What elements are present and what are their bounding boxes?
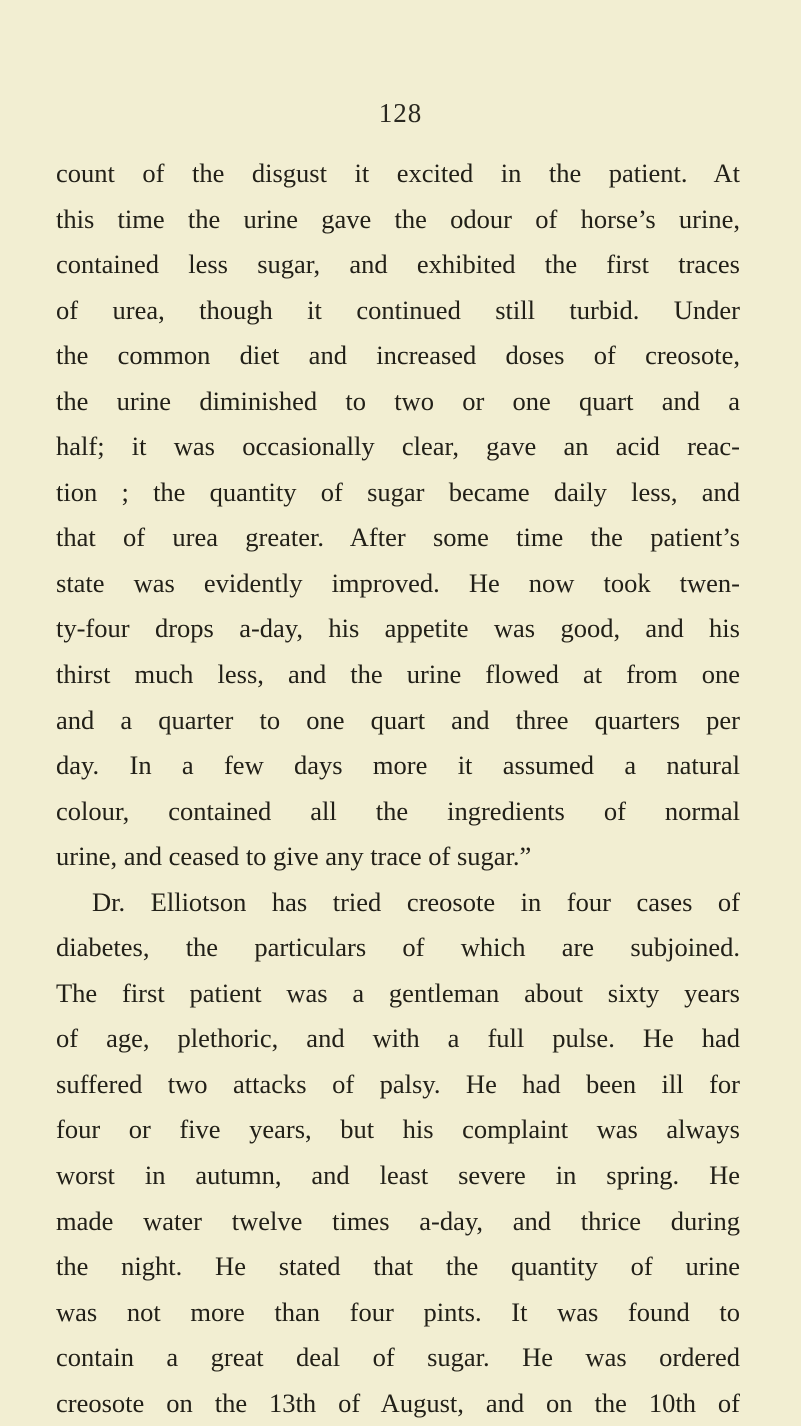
text-line: count of the disgust it excited in the patient. At — [56, 158, 740, 188]
text-line: was not more than four pints. It was found to — [56, 1296, 740, 1327]
text-line: made water twelve times a-day, and thrice during — [56, 1205, 740, 1236]
text-line: urine, and ceased to give any trace of sugar.” — [56, 841, 532, 872]
text-line: that of urea greater. After some time the patient’s — [56, 522, 740, 553]
text-line: the night. He stated that the quantity of urine — [56, 1251, 740, 1282]
text-line: the urine diminished to two or one quart and a — [56, 385, 740, 416]
text-line: creosote on the 13th of August, and on the 10th of — [56, 1387, 740, 1418]
text-line: The first patient was a gentleman about sixty years — [56, 977, 740, 1008]
text-line: contain a great deal of sugar. He was ordered — [56, 1342, 740, 1373]
text-line: four or five years, but his complaint was always — [56, 1114, 740, 1145]
text-line: Dr. Elliotson has tried creosote in four cases of — [92, 886, 740, 917]
page-number: 128 — [378, 98, 423, 128]
text-line: ty-four drops a-day, his appetite was good, and his — [56, 613, 740, 644]
text-line: of urea, though it continued still turbid. Under — [56, 294, 740, 325]
text-line: and a quarter to one quart and three quarters per — [56, 704, 740, 735]
text-line: diabetes, the particulars of which are subjoined. — [56, 932, 740, 963]
text-line: worst in autumn, and least severe in spring. He — [56, 1160, 740, 1191]
text-line: day. In a few days more it assumed a natural — [56, 750, 740, 781]
text-line: thirst much less, and the urine flowed at from one — [56, 659, 740, 690]
text-line: of age, plethoric, and with a full pulse. He had — [56, 1023, 740, 1054]
text-line: the common diet and increased doses of creosote, — [56, 340, 740, 371]
body-text — [56, 151, 740, 1426]
text-line: tion ; the quantity of sugar became daily less, and — [56, 476, 740, 507]
text-line: suffered two attacks of palsy. He had been ill for — [56, 1068, 740, 1099]
text-line: colour, contained all the ingredients of normal — [56, 795, 740, 826]
text-line: state was evidently improved. He now took twen- — [56, 567, 740, 598]
text-line: contained less sugar, and exhibited the first traces — [56, 249, 740, 280]
text-line: this time the urine gave the odour of horse’s urine, — [56, 203, 740, 234]
text-line: half; it was occasionally clear, gave an acid reac- — [56, 431, 740, 462]
